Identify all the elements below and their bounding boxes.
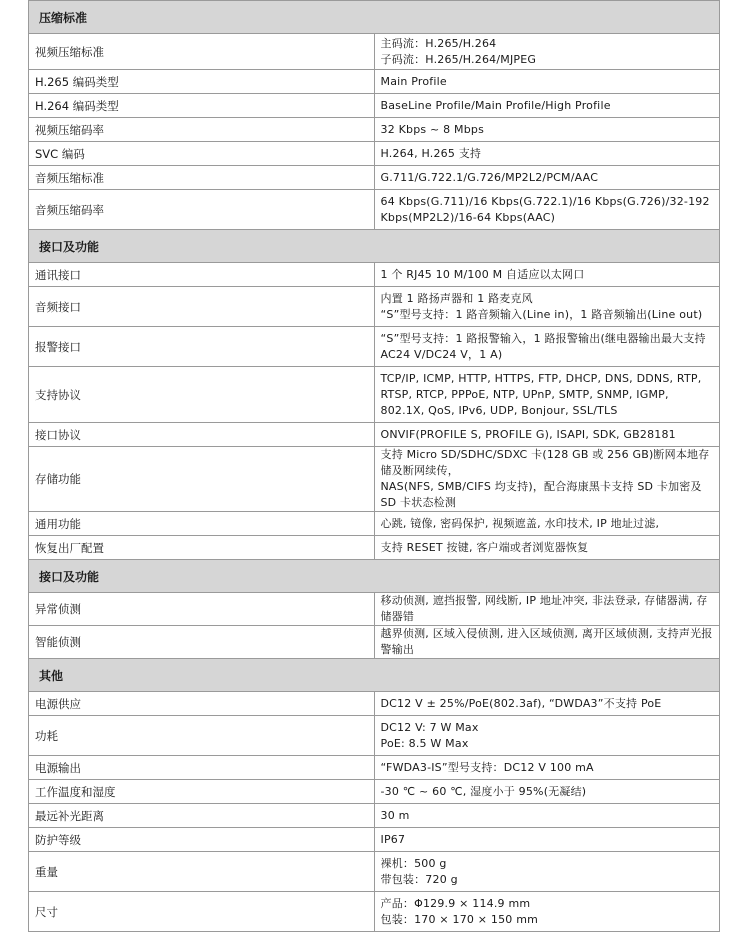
spec-label: 恢复出厂配置	[29, 536, 375, 560]
spec-value	[374, 593, 720, 626]
spec-value-line: 1 个 RJ45 10 M/100 M 自适应以太网口	[380, 267, 585, 281]
spec-value-line: IP67	[380, 832, 406, 846]
spec-value-line: ONVIF(PROFILE S, PROFILE G), ISAPI, SDK, GB28181	[380, 427, 676, 441]
spec-value	[374, 70, 720, 94]
spec-value-line: Main Profile	[380, 74, 447, 88]
spec-row	[29, 34, 720, 70]
spec-value-line: 子码流：H.265/H.264/MJPEG	[380, 52, 537, 66]
spec-value-line: 64 Kbps(G.711)/16 Kbps(G.722.1)/16 Kbps(G.726)/32-192 Kbps(MP2L2)/16-64 Kbps(AAC)	[380, 194, 710, 224]
spec-row	[29, 852, 720, 892]
spec-label: 工作温度和湿度	[29, 780, 375, 804]
spec-value-line: 内置 1 路扬声器和 1 路麦克风	[380, 291, 533, 305]
spec-row	[29, 94, 720, 118]
spec-value-line: NAS(NFS, SMB/CIFS 均支持)，配合海康黑卡支持 SD 卡加密及 SD 卡状态检测	[380, 480, 702, 509]
spec-value	[374, 142, 720, 166]
spec-value-line: 心跳, 镜像, 密码保护, 视频遮盖, 水印技术, IP 地址过滤,	[380, 516, 660, 530]
spec-label: H.265 编码类型	[29, 70, 375, 94]
spec-value	[374, 118, 720, 142]
spec-value	[374, 34, 720, 70]
spec-value	[374, 892, 720, 932]
spec-row	[29, 692, 720, 716]
spec-label: 电源输出	[29, 756, 375, 780]
spec-label: 报警接口	[29, 327, 375, 367]
spec-value	[374, 692, 720, 716]
spec-label: 通讯接口	[29, 263, 375, 287]
spec-value-line: 越界侦测, 区域入侵侦测, 进入区域侦测, 离开区域侦测, 支持声光报警输出	[380, 627, 713, 656]
spec-row	[29, 367, 720, 423]
spec-value	[374, 367, 720, 423]
spec-value-line: 包装：170 × 170 × 150 mm	[380, 912, 539, 926]
spec-row	[29, 447, 720, 512]
section-header-interface-function	[29, 230, 720, 263]
spec-label: 最远补光距离	[29, 804, 375, 828]
section-title: 接口及功能	[29, 230, 720, 263]
spec-label: 通用功能	[29, 512, 375, 536]
spec-row	[29, 287, 720, 327]
spec-value-line: G.711/G.722.1/G.726/MP2L2/PCM/AAC	[380, 170, 599, 184]
spec-row	[29, 804, 720, 828]
spec-value-line: “S”型号支持：1 路报警输入，1 路报警输出(继电器输出最大支持 AC24 V/DC24 V，1 A)	[380, 331, 706, 361]
spec-label: 功耗	[29, 716, 375, 756]
spec-value-line: 32 Kbps ~ 8 Mbps	[380, 122, 484, 136]
spec-value	[374, 780, 720, 804]
spec-value	[374, 94, 720, 118]
spec-value	[374, 447, 720, 512]
spec-row	[29, 327, 720, 367]
spec-row	[29, 70, 720, 94]
spec-label: 视频压缩标准	[29, 34, 375, 70]
spec-label: 音频接口	[29, 287, 375, 327]
spec-row	[29, 190, 720, 230]
spec-row	[29, 892, 720, 932]
spec-label: 接口协议	[29, 423, 375, 447]
spec-row	[29, 166, 720, 190]
spec-value	[374, 852, 720, 892]
spec-label: 尺寸	[29, 892, 375, 932]
spec-value	[374, 327, 720, 367]
spec-row	[29, 142, 720, 166]
spec-value-line: “S”型号支持：1 路音频输入(Line in)，1 路音频输出(Line out)	[380, 307, 703, 321]
spec-row	[29, 512, 720, 536]
spec-value-line: 支持 Micro SD/SDHC/SDXC 卡(128 GB 或 256 GB)断网本地存储及断网续传，	[380, 448, 710, 477]
spec-value-line: 移动侦测, 遮挡报警, 网线断, IP 地址冲突, 非法登录, 存储器满, 存储器错	[380, 594, 708, 623]
spec-value-line: 裸机：500 g	[380, 856, 447, 870]
spec-value-line: H.264, H.265 支持	[380, 146, 482, 160]
spec-value-line: PoE: 8.5 W Max	[380, 736, 469, 750]
spec-row	[29, 828, 720, 852]
spec-value	[374, 190, 720, 230]
spec-table	[28, 0, 720, 932]
spec-label: 存储功能	[29, 447, 375, 512]
spec-value	[374, 423, 720, 447]
spec-row	[29, 716, 720, 756]
spec-label: SVC 编码	[29, 142, 375, 166]
spec-value	[374, 716, 720, 756]
spec-label: 防护等级	[29, 828, 375, 852]
spec-value-line: DC12 V ± 25%/PoE(802.3af), “DWDA3”不支持 PoE	[380, 696, 662, 710]
spec-value	[374, 756, 720, 780]
section-header-other	[29, 659, 720, 692]
spec-label: 支持协议	[29, 367, 375, 423]
spec-label: 异常侦测	[29, 593, 375, 626]
spec-row	[29, 780, 720, 804]
spec-value	[374, 626, 720, 659]
spec-value-line: BaseLine Profile/Main Profile/High Profile	[380, 98, 611, 112]
spec-label: 音频压缩标准	[29, 166, 375, 190]
spec-label: 音频压缩码率	[29, 190, 375, 230]
spec-label: 电源供应	[29, 692, 375, 716]
spec-value-line: 主码流：H.265/H.264	[380, 36, 497, 50]
spec-value-line: 产品：Φ129.9 × 114.9 mm	[380, 896, 531, 910]
section-title: 压缩标准	[29, 1, 720, 34]
section-header-compression-standard	[29, 1, 720, 34]
spec-row	[29, 536, 720, 560]
spec-value	[374, 828, 720, 852]
spec-row	[29, 263, 720, 287]
spec-value	[374, 166, 720, 190]
spec-label: 智能侦测	[29, 626, 375, 659]
spec-label: 视频压缩码率	[29, 118, 375, 142]
spec-row	[29, 626, 720, 659]
spec-row	[29, 593, 720, 626]
spec-value-line: TCP/IP, ICMP, HTTP, HTTPS, FTP, DHCP, DNS, DDNS, RTP, RTSP, RTCP, PPPoE, NTP, UPnP, SMTP, SNMP, IGMP, 802.1X, QoS, IPv6, UDP, Bonjour, SSL/TLS	[380, 371, 702, 417]
spec-row	[29, 423, 720, 447]
spec-value	[374, 512, 720, 536]
spec-label: 重量	[29, 852, 375, 892]
spec-value	[374, 804, 720, 828]
spec-value-line: 30 m	[380, 808, 410, 822]
section-title: 其他	[29, 659, 720, 692]
section-title: 接口及功能	[29, 560, 720, 593]
spec-table-body	[29, 1, 720, 932]
spec-row	[29, 118, 720, 142]
spec-value-line: 支持 RESET 按键, 客户端或者浏览器恢复	[380, 540, 589, 554]
spec-value-line: DC12 V: 7 W Max	[380, 720, 479, 734]
section-header-interface-function-2	[29, 560, 720, 593]
spec-row	[29, 756, 720, 780]
spec-label: H.264 编码类型	[29, 94, 375, 118]
spec-value-line: -30 ℃ ~ 60 ℃, 湿度小于 95%(无凝结)	[380, 784, 587, 798]
spec-value-line: 带包装：720 g	[380, 872, 458, 886]
spec-value-line: “FWDA3-IS”型号支持：DC12 V 100 mA	[380, 760, 594, 774]
spec-value	[374, 287, 720, 327]
spec-value	[374, 263, 720, 287]
spec-value	[374, 536, 720, 560]
